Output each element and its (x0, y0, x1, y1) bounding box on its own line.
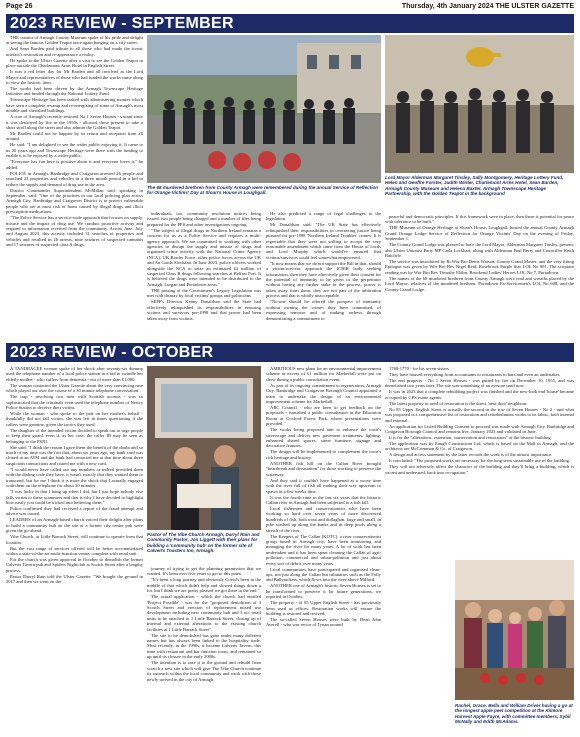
paragraph: District Commander Superintendent McMillan said, speaking in September, said: "One of the priorities in our local policing plan across Armagh City, Banbridge and Craigavon District is to protect vulnerable people who are at most risk of harm caused by illegal drugs and illicit prescription medications. (6, 187, 143, 215)
paragraph: "The subject of illegal drugs in Northern Ireland remains a concern for us as a Police Service and requires a multi-agency approach. We are committed to working with other agencies to disrupt the supply and misuse of drugs and organised crime activity with the National Crime Agency (NCA), UK Border Force, other police forces across the UK and An Garda Síochána. In June 2023, police officers worked alongside the NCA to seize an estimated £2 million of suspected Class B drugs following searches at Belfast Port. It is believed the drugs were intended to be distributed to the Armagh, Lurgan and Portadown areas." (147, 227, 261, 287)
paragraph: individuals, too, community resolution notices being issued, two people being charged and a number of files being prepared for the PPS and other investigations ongoing. (147, 211, 261, 227)
publication-date: Thursday, 4th January 2024 THE ULSTER GAZETTE (401, 3, 574, 10)
paragraph: The end property - No 1 Seven Houses - was gutted by fire on December 10, 1955, and was demolished two years later. The site was something of an eyesore until now. (385, 378, 574, 389)
paragraph: The intention is to raze it to the ground and rebuild from scratch a new site which will give The Vibe Church continue its outreach within the local community and work with those newly-arrived in the city of Armagh. (147, 660, 261, 682)
sept-article-col-4 (385, 214, 574, 339)
paragraph: The County Grand Lodge was pleased to have the Lord Mayor, Alderman Margaret Tinsley, present; also Ulster Unionist Party MP Carla Lockhart; along with Alderman Paul Berry and Councillor Keith Ratcliffe. (385, 242, 574, 259)
paragraph: The names of the 68 murdered brethren from County Armagh were read and wreaths placed by the Lord Mayor, relatives of the murdered brethren, Portadown Ex-Servicemen's LOL No 608, and the County Grand Lodge. (385, 275, 574, 292)
sept-photo-2-caption: Lord Mayor Alderman Margaret Tinsley, Sally Montgomery, Heritage Lottery Fund, Helen and Geoffre Forster, Judith Winter, Charlemont Arms Hotel, Sean Barden, Armagh County Museum and Helena Baxter, Armagh Townscape Heritage Partnership, with the Golden Teapot in the background (385, 175, 564, 196)
teapot-photo-illustration (385, 35, 574, 173)
paragraph: She said: "I think the reason I gave them the benefit of the doubt and so much of my time was the fact that, about six years ago, my bank card was cloned at an ATM and the bank had contacted me at that time about three suspicious transactions and issued me with a new card. (6, 444, 143, 466)
paragraph: THE Museum of Orange Heritage at Sloan's House, Loughgall, hosted the annual County Armagh Grand Orange Lodge Service of Reflection for Orange Victims' Day on the evening of Friday, September 1. (385, 225, 574, 242)
oct-photo-apple-fayre (455, 560, 574, 700)
oct-article-col-3 (266, 366, 381, 734)
oct-article-col-2 (147, 566, 261, 734)
paragraph: Mr Donaldson said: "The UK State has effectively relinquished their responsibilities in overseeing justice being pursued for pre-1998 'Northern Ireland Troubles' crimes. It is regrettable that they were not willing to accept the very reasonable amendment which came from the House of Lords and Lord Murphy which would've ensured that victims/survivors could feel somewhat empowered. (266, 222, 381, 260)
paragraph: THE curator of Armagh County Museum spoke of his pride and delight at seeing the famous Golden Teapot once again hanging on a city street. (6, 35, 143, 46)
paragraph: A core of Armagh's recently-restored No 1 Seven Houses - vacant since it was destroyed by fire in the 1950s - allowed those present to take a short stroll along the street and also admire the Golden Teapot. (6, 114, 143, 131)
paragraph: 1768-1770 - for his seven sisters. (389, 366, 450, 371)
paragraph: The works had been driven by the Armagh Townscape Heritage Initiative and funded through the National Lottery Fund. (6, 86, 143, 97)
oct-photo-2-caption: Rachel, Grace, Bella and William Driver having a go at the longest apple peel competition at the Kilmore Harvest Apple Fayre, with committee members, Sybil McNally and Edith McAdams. (455, 703, 573, 724)
paragraph: The so-called Seven Houses were built by Dean John Averell - who was rector of Tynan around (266, 617, 381, 628)
paragraph: It was a red letter day for Mr Barden and all involved as the Lord Mayor and representatives of those who had funded the works came along to view the historic item. (6, 69, 143, 86)
paragraph: As part of its ongoing commitment to regeneration, Armagh City, Banbridge and Craigavon Borough Council appointed a team to undertake the design of an environmental improvement scheme for Markethill. (266, 382, 381, 405)
paragraph: It concluded: "The proposed works are necessary for the long-term sustainable use of the building. (389, 458, 571, 464)
paragraph: THE passing of the Government's Legacy Legislation was met with dismay by local victims' groups and politicians. (147, 287, 261, 299)
page-header (6, 0, 574, 14)
paragraph: The site to be demolished has gone under many different names but has always been linked to the hospitality trade. Most recently, in the 1990s, it became Calverts Tavern, this time with restaurant and bar function room, and remained so up until its closure in the early 2000s. (147, 632, 261, 660)
paragraph: Pastor Darryl Rain told the Ulster Gazette: "We bought the ground in 2017 and then we went on the (6, 573, 143, 585)
paragraph: The daughter of the intended victim decided to speak out to urge people to keep their guard, even if, as her case, the caller ID may be seen as belonging to the PSNI. (6, 427, 143, 444)
paragraph: Police confirmed they had received a report of the fraud attempt and advice was issued. (6, 505, 143, 517)
paragraph: "I would never have called our any numbers or indeed provided them with the dialing code they have, it wasn't exactly that they wanted them to transcend, but for me I think it is more the shock that I actually engaged with them on the telephone for about 30 minutes. (6, 466, 143, 489)
paragraph: "I was lucky in that I hung up when I did, but I just hope nobody else falls victim to these scammers and that is why I have decided to highlight how easily you could be tricked into believing them." (6, 489, 143, 505)
sept-photo-service-of-reflection (147, 35, 381, 183)
paragraph: "It's been a long journey and obviously Covid's been in the middle of that which didn't help and slowed things down a lot, but I think we are pretty pleased we got there in the end." (147, 577, 261, 594)
paragraph: The latest property in need of restoration is the direct 'next door' neighbour. (389, 400, 528, 406)
oct-article-col-4 (385, 366, 574, 559)
paragraph: The design will be implemented to complement the town's rich heritage and history. (266, 449, 381, 460)
sept-article-col-2 (147, 211, 261, 339)
oct-photo-1-caption: Pastor of The Vibe Church Armagh, Darryl Rain and Community Pastor, Jon Liggett with their plans for building a 'community hub' on the former site of Calverts Toasters Inn, Armagh. (147, 532, 260, 553)
paragraph: No 85 Upper English Street is actually the second in the row of Seven Houses - No 2 - and what was proposed is a comprehensive list of restoration and refurbishment works to its fabric, both internal and external. (385, 406, 574, 423)
paragraph: They have housed everything from accountants to restaurants to bars and even an undertaker. (389, 372, 561, 377)
paragraph: Local fishermen and conservationists who have been working so hard over seven years of more discovered hundreds of fish, both trout and dollaghan, large and small, in pike washed up along the banks and in deep pools along a stretch of the river. (266, 505, 381, 533)
paragraph: "Everyone has fun here is positive about it and everyone loves it," he added. (6, 159, 143, 170)
paragraph: The application was by Eaugh Construction Ltd, which is based on the Mall in Armagh, and the architects are McCrimmon & Co. of Craigavon. (385, 441, 574, 452)
paragraph: Mr Barden could not be happier by its return and reception from all around. (6, 131, 143, 142)
sept-article-col-1 (6, 35, 143, 339)
paragraph: The works being proposed aim to enhance the town's streetscape and deliver new pavement treatments, lighting, enhanced shared spaces, street furniture, signage and decorative features. (266, 427, 381, 449)
paragraph: For the church was given approval in October to demolish the former Calverts Tavern pub and Spiders Nightclub at Scotch Street after a lengthy process. (6, 556, 143, 573)
october-section-banner: 2023 REVIEW - OCTOBER (6, 343, 574, 362)
paragraph: It is for the "alterations, extension, conservation and restoration" of the historic building. (389, 435, 552, 441)
paragraph: He also predicted a range of legal challenges to the legislation. (266, 211, 381, 222)
september-section-banner: 2023 REVIEW - SEPTEMBER (6, 14, 574, 33)
paragraph: But the vast range of services offered will be better accommodated within a state-of-the-art multi-function venue, complete with retail unit. (6, 545, 143, 556)
oct-article-col-1 (6, 366, 143, 734)
paragraph: He spoke to the Ulster Gazette after a visit to see the Golden Teapot in place outside the Charlemont Arms Hotel in English Street. (6, 57, 143, 69)
paragraph: LEADERS of an Armagh-based church voiced their delight after plans to build a community hub on the site of a former city centre pub were given the go-ahead. (6, 517, 143, 534)
paragraph: The actual application - which the church had entitled 'Project Possible' - was for the "proposed demolition of 3 Scotch Street and erection of replacement mixed use development including new community hub and 3 no. retail units to be attached to 1 Little Barrack Street, closing up of internal and external alterations to the existing church facilities at 1 Little Barrack Street". (147, 594, 261, 632)
paragraph: The property - of 85 Upper English Street - has previously been used as offices. Restoration works will ensure the building is restored and revived. (266, 600, 381, 616)
paragraph: "The Police Service has a service-wide approach that focuses on supply, misuse and the impact of drug use. We conduct proactive activity and respond to information received from the community. Across June, July and August 2023, this activity included 31 searches of properties and vehicles and resulted in 26 arrests, nine seizures of suspected cannabis and 17 seizures of suspected class A drugs. (6, 215, 143, 248)
service-photo-illustration (147, 35, 381, 183)
paragraph: AMBITIOUS new plans for an environmental improvement scheme in excess of £1 million for Markethill were put on show during a public consultation event. (266, 366, 381, 382)
paragraph: And Sean Barden paid tribute to all those who had made the iconic artefact's restoration and re-appearance a reality. (6, 46, 143, 57)
paragraph: It was in 2023 that a complete rebuilding project was finished and the new-look end 'house' became occupied by CPS estate agents. (385, 389, 574, 400)
page-number: Page 26 (6, 3, 33, 10)
paragraph: ANOTHER one of Armagh's historic Seven Houses is set to be transformed to preserve it for future generations, we reported in October. (266, 583, 381, 600)
paragraph: The service was introduced by Rt Wor Bro Denis Watson, County Grand Master, and the very fitting Epilogue was given by Wor Bro Rev Nigel Reid, Rosebrook Purple Star LOL No 901. The scripture reading was by Wor Bro Rev Timothy Eldon, Brookend Ladies' Heroes LOL No 7, Portadown. (385, 259, 574, 275)
paragraph: An application for Listed Building Consent to proceed was made with Armagh City, Banbridge and Craigavon Borough Council and remains live, January 2023 and validated in June. (385, 423, 574, 435)
paragraph: Local communities have participated and organised clean-ups, not just along the Callan but tributaries such as the Folly and Ballytuckets, which flows into the river above Milford. (266, 566, 381, 583)
paragraph: The trap - involving two men with Scottish accents - was so sophisticated that the criminals even used the telephone number of Newry Police Station to deceive their victim. (6, 394, 143, 411)
sept-article-col-3 (266, 211, 381, 339)
paragraph: Vibe Church, at Little Barrack Street, will continue to operate from that location. (6, 534, 143, 545)
paragraph: They will not adversely affect the character of the building and they'll bring a building, which is vacant and underused, back into occupation." (385, 464, 574, 475)
paragraph: SEFF's Director Kenny Donaldson said the State had effectively relinquished its responsibilities in ensuring victims and survivors pre-1998 and that power had been taken away from victims. (147, 299, 261, 321)
paragraph: While the woman - who spoke to the pair on her mother's behalf - thankfully did not fall victim, she was left at times questioning if the callers were genuine, given the tactics they used. (6, 411, 143, 427)
paragraph: ABC Council - who are keen to get feedback on the proposals - furnished a public consultation in the Education Room at Gosford Forest Park, where presentations were provided. (266, 405, 381, 427)
sept-photo-1-caption: The 68 murdered brethren from County Armagh were remembered during the annual Service of Reflection for Orange Victims' Day at Sloan's House in Loughgall. (147, 185, 379, 196)
paragraph: POLICE in Armagh, Banbridge and Craigavon arrested 26 people and searched 23 properties and vehicles in a three month period in a bid to reduce the supply and demand of drug use in the area. (6, 170, 143, 187)
sept-photo-golden-teapot (385, 35, 574, 173)
paragraph: The woman contacted the Ulster Gazette about the very convincing ruse which played out over the course of a 30 minute telephone conversation. (6, 382, 143, 394)
paragraph: It was the fourth time in the last six years that the historic Callan river in Armagh had been subjected to a fish kill. (266, 494, 381, 505)
paragraph: And they said it couldn't have happened at a worse time with the river full of fish all making their way upstream to spawn in a few weeks time. (266, 477, 381, 494)
paragraph: A design and access statement by the latter records the work is of the utmost importance. (389, 452, 553, 458)
paragraph: The Keepers of The Callan (KOTC), a river conservationist group based in Armagh city, have been monitoring and managing the river for many years. A lot of work has been undertaken and it has been spent cleaning the Callan of agri-pollution, commercial and urban-pollution and just about every sort of debris over many years. (266, 533, 381, 566)
paragraph: Townscape Heritage has been tasked with administering monies which have seen a complete revamp and re-energising of some of Armagh's most notable and cherished buildings. (6, 97, 143, 114)
paragraph: A TANDRAGEE woman spoke of her shock after seventy-six dummy used the telephone number of a local police station in a bid to swindle her elderly mother - who suffers from dementia - out of more than £1,000. (6, 366, 143, 382)
pastors-photo-illustration (147, 366, 261, 530)
oct-photo-vibe-church-pastors (147, 366, 261, 530)
apple-fayre-photo-illustration (455, 560, 574, 700)
paragraph: ANOTHER fish hill on the Callan River brought "heartbreak and devastation" for those working to preserve the waterway. (266, 460, 381, 477)
paragraph: journey of trying to get the planning permission that we wanted. It's been over five years to get to this point. (147, 566, 261, 577)
paragraph: "It now means that we do not support the Bill in that, should a victim/survivor approach the ICRIR body seeking information, then they have effectively given their consent for the potential of immunity to be given to the perpetrator without having any further stake in the process, power is taken away from them; they are not part of the arbitration process and that is wholly unacceptable. (266, 260, 381, 299)
paragraph: "No-one should be offered the prospect of immunity without owning the crimes they have committed, of expressing remorse and of making redress through demonstrating a commitment to (266, 299, 381, 321)
paragraph: peaceful and democratic principles. If this framework were in place, then there is potential for peace with tolerance to be built." (385, 214, 574, 225)
paragraph: He said: "I am delighted to see the wider public enjoying it. It came to us 20 years ago and Townscape Heritage were there with the funding to enable it to be enjoyed by a wider public. (6, 142, 143, 159)
